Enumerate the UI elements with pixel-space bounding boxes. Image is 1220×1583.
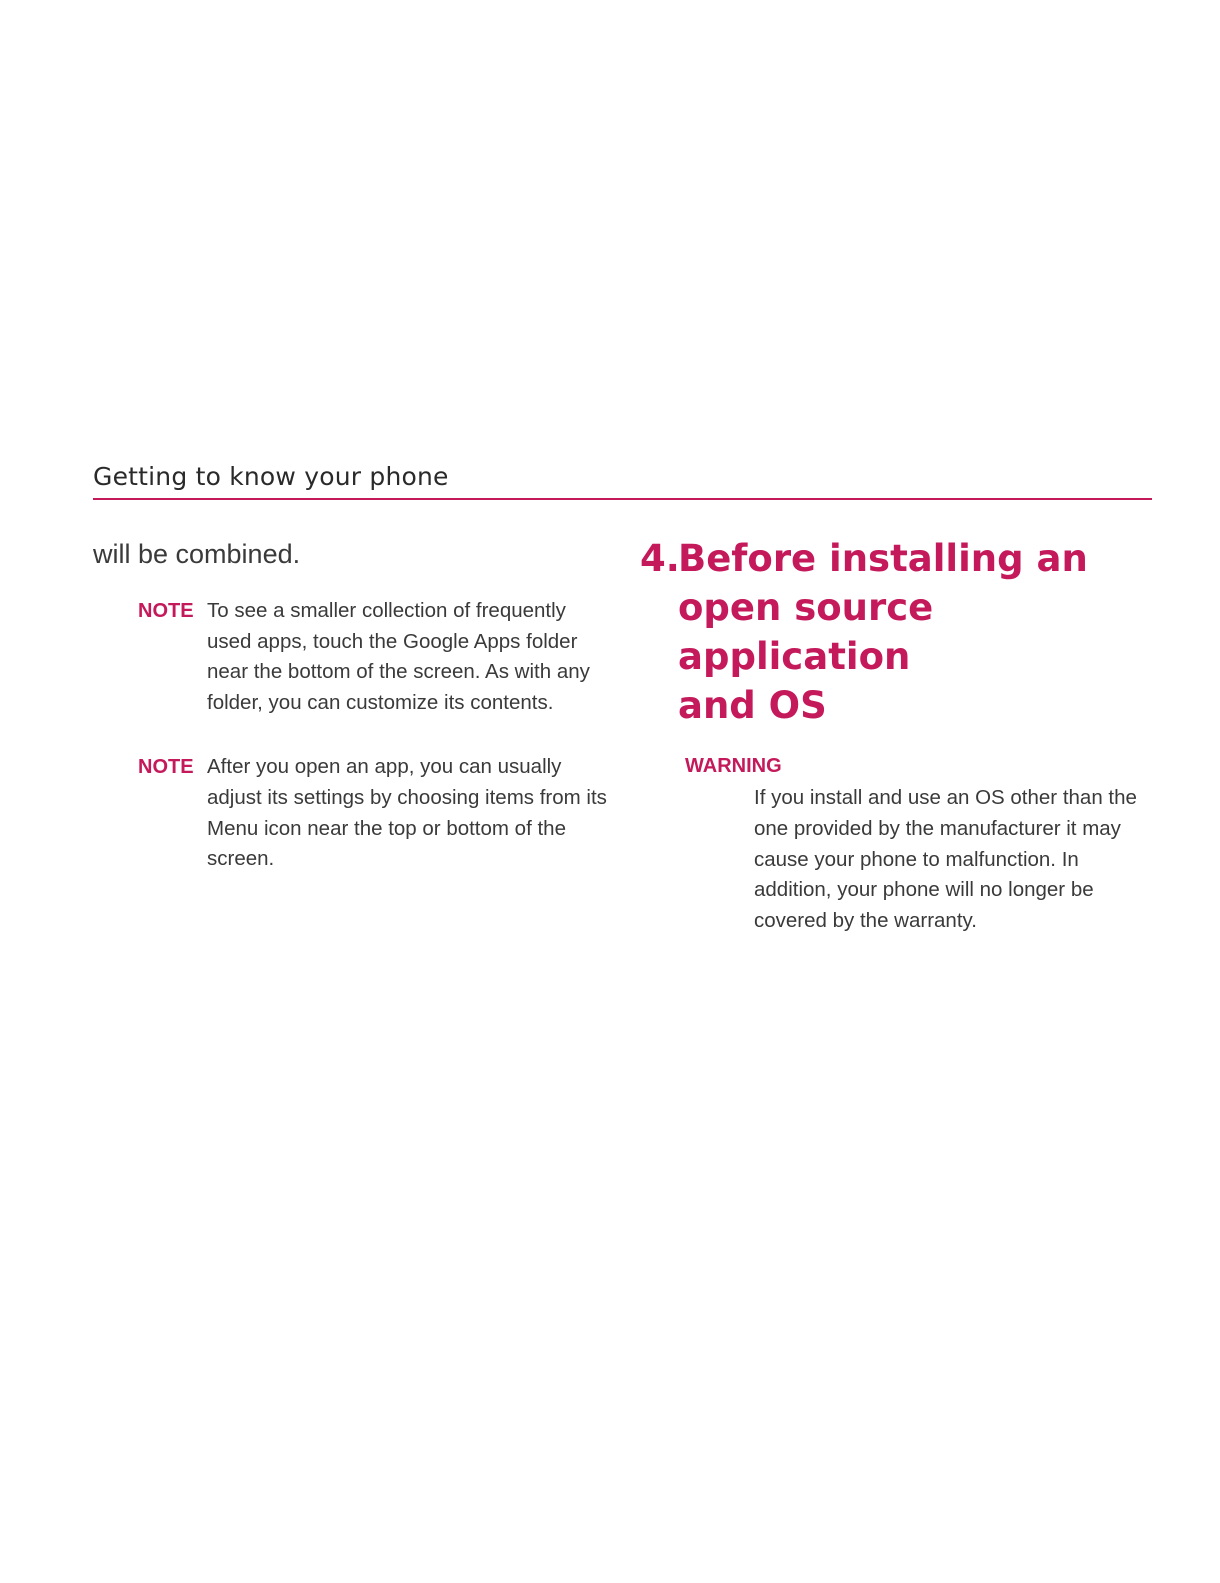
- note-text: After you open an app, you can usually adjust its settings by choosing items from its Menu icon near the top or bottom of the screen.: [207, 755, 607, 871]
- section-header-title: Getting to know your phone: [93, 462, 449, 491]
- note-label: NOTE: [138, 756, 194, 779]
- heading-line: and OS: [678, 684, 827, 727]
- heading-line: Before installing an: [678, 537, 1088, 580]
- heading-number: 4.: [640, 537, 680, 580]
- lead-text: will be combined.: [93, 539, 301, 569]
- note-label: NOTE: [138, 600, 194, 622]
- warning-label: WARNING: [685, 755, 782, 777]
- right-column: [640, 534, 1150, 937]
- note-block: [138, 596, 613, 718]
- note-text: To see a smaller collection of frequently used apps, touch the Google Apps folder near the bottom of the screen. As with any folder, you can customize its contents.: [207, 599, 590, 714]
- heading-line: open source application: [678, 586, 934, 678]
- left-column: [93, 536, 613, 875]
- header-divider: [93, 498, 1152, 500]
- warning-text: If you install and use an OS other than the one provided by the manufacturer it may cause your phone to malfunction. In addition, your phone will no longer be covered by the warranty.: [754, 786, 1137, 933]
- section-heading: [640, 534, 1150, 730]
- note-block: [138, 752, 613, 874]
